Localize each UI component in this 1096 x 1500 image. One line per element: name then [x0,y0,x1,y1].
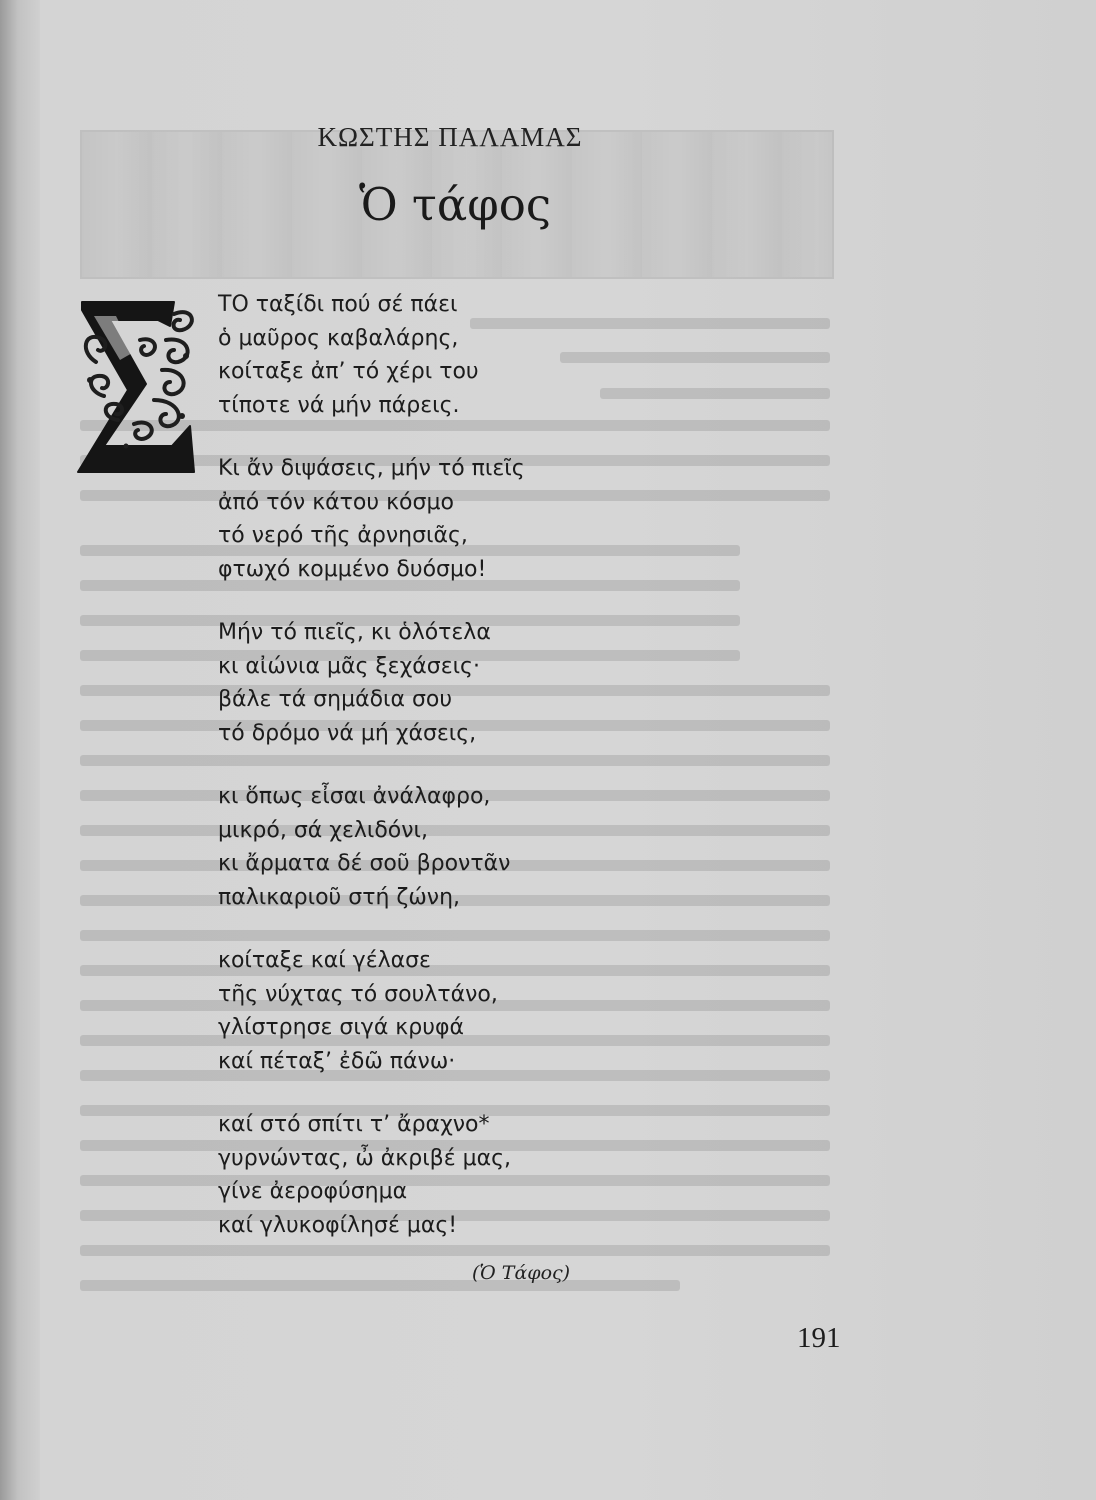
page-number: 191 [797,1322,841,1354]
poem-line: μικρό, σά χελιδόνι, [218,817,428,843]
author-name: ΚΩΣΤΗΣ ΠΑΛΑΜΑΣ [317,122,583,152]
poem-line: τίποτε νά μήν πάρεις. [218,392,460,418]
poem-line: καί στό σπίτι τ’ ἄραχνο* [218,1112,490,1137]
stanza [218,616,738,750]
poem-line: γλίστρησε σιγά κρυφά [218,1015,464,1040]
poem-line: κι ὅπως εἶσαι ἀνάλαφρο, [218,784,491,809]
stanza [218,452,738,586]
poem-line: ἀπό τόν κάτου κόσμο [218,489,454,515]
poem-line: παλικαριοῦ στή ζώνη, [218,884,461,910]
decorative-initial-sigma [74,296,198,476]
poem-line: βάλε τά σημάδια σου [218,687,453,712]
poem-title: Ὁ τάφος [358,178,552,231]
poem-line: κοίταξε ἀπ’ τό χέρι του [218,359,479,384]
poem-line: κι ἄρματα δέ σοῦ βροντᾶν [218,851,511,876]
poem-line: καί γλυκοφίλησέ μας! [218,1212,458,1238]
source-citation [472,1262,570,1284]
poem-line: γυρνώντας, ὦ ἀκριβέ μας, [218,1145,511,1171]
poem-line: τό νερό τῆς ἀρνησιᾶς, [218,523,468,548]
stanza [218,288,738,422]
poem-line: Μήν τό πιεῖς, κι ὁλότελα [218,620,491,645]
poem-line: τό δρόμο νά μή χάσεις, [218,720,477,746]
stanza [218,780,738,914]
poem-line: γίνε ἀεροφύσημα [218,1179,408,1204]
stanza [218,944,738,1078]
poem-body [218,288,738,1272]
stanza [218,1108,738,1242]
poem-line: κι αἰώνια μᾶς ξεχάσεις· [218,653,480,679]
poem-line: ΤΟ ταξίδι πού σέ πάει [218,292,458,317]
poem-line: τῆς νύχτας τό σουλτάνο, [218,981,498,1007]
poem-line: καί πέταξ’ ἐδῶ πάνω· [218,1048,456,1074]
poem-line: φτωχό κομμένο δυόσμο! [218,556,487,582]
poem-line: Κι ἄν διψάσεις, μήν τό πιεῖς [218,456,525,481]
poem-line: ὁ μαῦρος καβαλάρης, [218,325,459,351]
source-text: (Ὁ Τάφος) [472,1262,571,1284]
poem-line: κοίταξε καί γέλασε [218,948,431,973]
